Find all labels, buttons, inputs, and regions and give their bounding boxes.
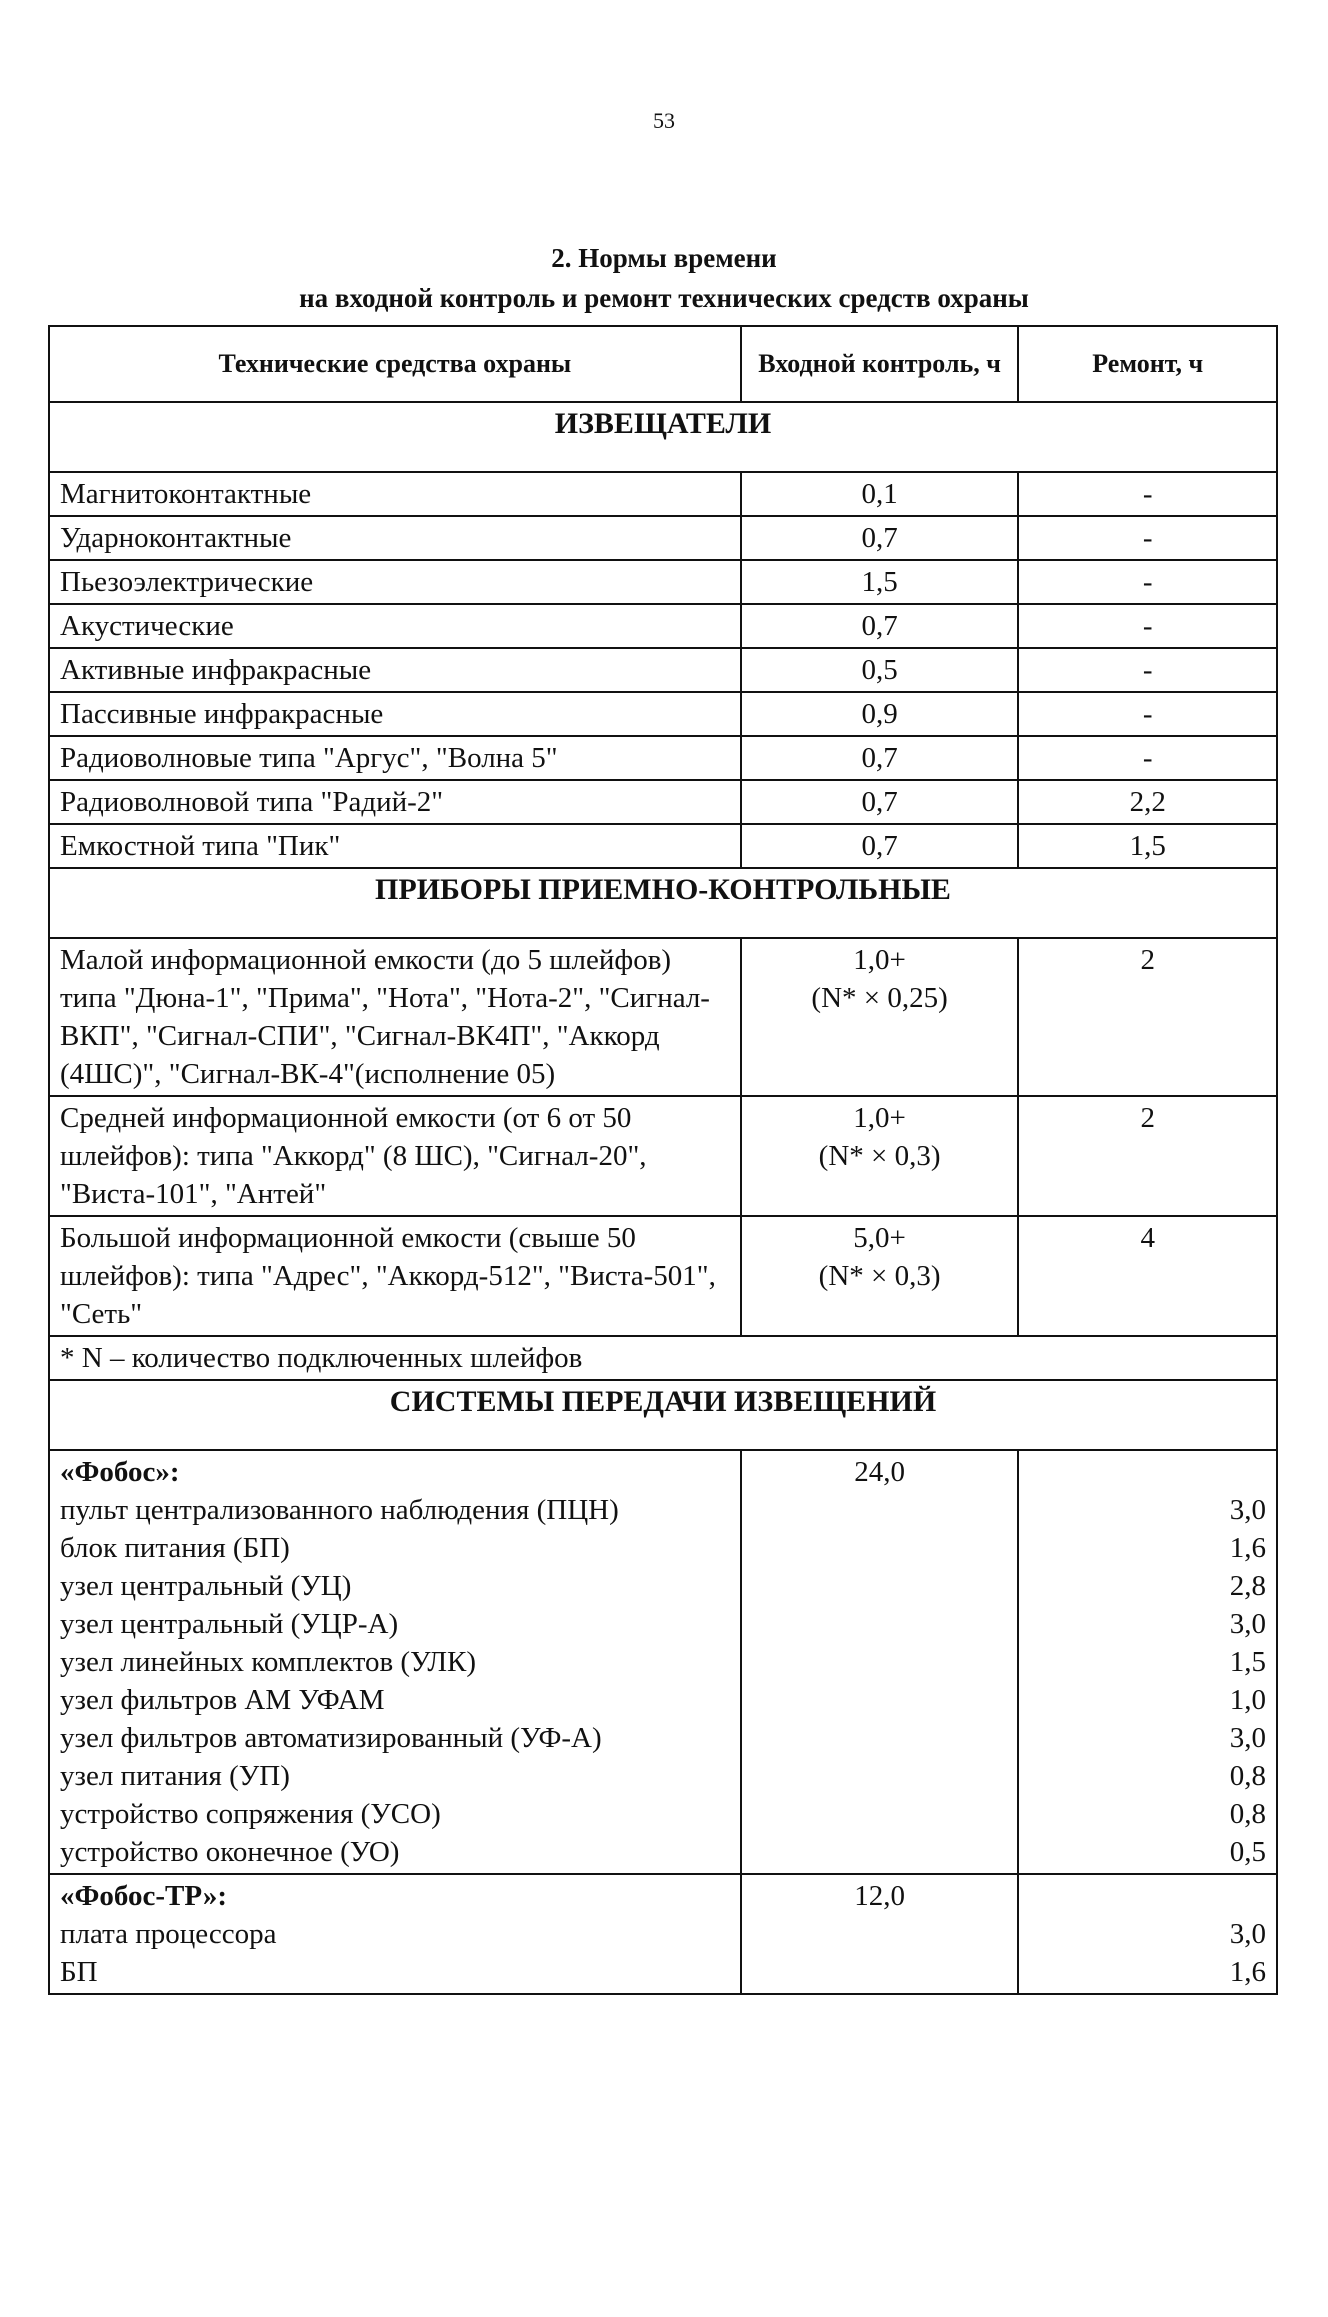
section-title-panels: ПРИБОРЫ ПРИЕМНО-КОНТРОЛЬНЫЕ [49,868,1277,938]
detector-row [49,780,1277,824]
detector-repair-value: - [1018,736,1277,780]
spacer [1029,1453,1266,1491]
panel-row [49,1096,1277,1216]
detector-input-value: 0,7 [741,516,1019,560]
system-input-value: 24,0 [741,1450,1019,1874]
panel-input-formula: (N* × 0,3) [818,1140,941,1172]
title-line-2: на входной контроль и ремонт технических средств охраны [299,283,1029,313]
detector-input-value: 0,7 [741,736,1019,780]
detector-input-value: 0,9 [741,692,1019,736]
footnote-row [49,1336,1277,1380]
component-name: пульт централизованного наблюдения (ПЦН) [60,1494,619,1526]
panel-row [49,1216,1277,1336]
system-group-cell [49,1874,741,1994]
panel-input-formula: (N* × 0,25) [811,982,948,1014]
panel-input-formula: (N* × 0,3) [818,1260,941,1292]
panel-input-value [741,1216,1019,1336]
document-title [48,238,1280,318]
system-group-row [49,1450,1277,1874]
detector-name: Радиоволновой типа "Радий-2" [49,780,741,824]
detector-input-value: 1,5 [741,560,1019,604]
panel-name: Средней информационной емкости (от 6 от 50 шлейфов): типа "Аккорд" (8 ШС), "Сигнал-20", "Виста-101", "Антей" [49,1096,741,1216]
component-name: блок питания (БП) [60,1532,290,1564]
detector-repair-value: 2,2 [1018,780,1277,824]
component-repair-value: 2,8 [1229,1570,1266,1602]
norms-table [48,325,1278,1995]
header-equipment: Технические средства охраны [49,326,741,402]
component-repair-value: 3,0 [1229,1722,1266,1754]
component-repair-value: 3,0 [1229,1608,1266,1640]
component-name: узел питания (УП) [60,1760,290,1792]
section-title-detectors: ИЗВЕЩАТЕЛИ [49,402,1277,472]
detector-repair-value: - [1018,472,1277,516]
header-input-control: Входной контроль, ч [741,326,1019,402]
detector-name: Активные инфракрасные [49,648,741,692]
component-name: плата процессора [60,1918,277,1950]
detector-repair-value: - [1018,648,1277,692]
detector-input-value: 0,5 [741,648,1019,692]
panel-input-base: 1,0+ [853,944,906,976]
detector-name: Ударноконтактные [49,516,741,560]
system-input-value: 12,0 [741,1874,1019,1994]
detector-row [49,824,1277,868]
detector-name: Пьезоэлектрические [49,560,741,604]
detector-row [49,472,1277,516]
detector-name: Пассивные инфракрасные [49,692,741,736]
detector-repair-value: 1,5 [1018,824,1277,868]
component-repair-value: 3,0 [1229,1918,1266,1950]
detector-row [49,604,1277,648]
section-row [49,1380,1277,1450]
panel-name: Малой информационной емкости (до 5 шлейфов) типа "Дюна-1", "Прима", "Нота", "Нота-2", "Сигнал-ВКП", "Сигнал-СПИ", "Сигнал-ВК4П", "Аккорд (4ШС)", "Сигнал-ВК-4"(исполнение 05) [49,938,741,1096]
detector-name: Акустические [49,604,741,648]
spacer [1029,1877,1266,1915]
component-repair-value: 1,6 [1229,1532,1266,1564]
panel-input-base: 1,0+ [853,1102,906,1134]
detector-name: Магнитоконтактные [49,472,741,516]
detector-row [49,648,1277,692]
detector-row [49,560,1277,604]
panel-repair-value: 2 [1018,938,1277,1096]
component-repair-value: 0,5 [1229,1836,1266,1868]
detector-row [49,516,1277,560]
component-name: узел фильтров АМ УФАМ [60,1684,385,1716]
component-name: устройство оконечное (УО) [60,1836,400,1868]
component-repair-value: 1,6 [1229,1956,1266,1988]
detector-row [49,692,1277,736]
system-name: «Фобос-ТР»: [60,1880,227,1912]
detector-repair-value: - [1018,692,1277,736]
footnote: * N – количество подключенных шлейфов [49,1336,1277,1380]
component-repair-value: 1,0 [1229,1684,1266,1716]
header-repair: Ремонт, ч [1018,326,1277,402]
system-group-row [49,1874,1277,1994]
component-name: узел центральный (УЦ) [60,1570,352,1602]
detector-name: Радиоволновые типа "Аргус", "Волна 5" [49,736,741,780]
component-name: узел центральный (УЦР-А) [60,1608,399,1640]
detector-input-value: 0,1 [741,472,1019,516]
panel-repair-value: 2 [1018,1096,1277,1216]
header-row [49,326,1277,402]
component-repair-value: 0,8 [1229,1760,1266,1792]
panel-input-value [741,1096,1019,1216]
detector-name: Емкостной типа "Пик" [49,824,741,868]
component-name: узел фильтров автоматизированный (УФ-А) [60,1722,602,1754]
detector-input-value: 0,7 [741,824,1019,868]
panel-name: Большой информационной емкости (свыше 50 шлейфов): типа "Адрес", "Аккорд-512", "Виста-501", "Сеть" [49,1216,741,1336]
component-name: узел линейных комплектов (УЛК) [60,1646,477,1678]
panel-input-value [741,938,1019,1096]
section-row [49,868,1277,938]
system-name: «Фобос»: [60,1456,180,1488]
system-repair-cell [1018,1874,1277,1994]
section-title-transmission: СИСТЕМЫ ПЕРЕДАЧИ ИЗВЕЩЕНИЙ [49,1380,1277,1450]
panel-input-base: 5,0+ [853,1222,906,1254]
component-repair-value: 1,5 [1229,1646,1266,1678]
detector-row [49,736,1277,780]
detector-input-value: 0,7 [741,780,1019,824]
detector-input-value: 0,7 [741,604,1019,648]
component-repair-value: 3,0 [1229,1494,1266,1526]
system-repair-cell [1018,1450,1277,1874]
panel-repair-value: 4 [1018,1216,1277,1336]
component-name: БП [60,1956,98,1988]
detector-repair-value: - [1018,560,1277,604]
component-repair-value: 0,8 [1229,1798,1266,1830]
title-line-1: 2. Нормы времени [551,243,777,273]
page-number: 53 [653,108,675,133]
detector-repair-value: - [1018,604,1277,648]
panel-row [49,938,1277,1096]
detector-repair-value: - [1018,516,1277,560]
component-name: устройство сопряжения (УСО) [60,1798,441,1830]
system-group-cell [49,1450,741,1874]
